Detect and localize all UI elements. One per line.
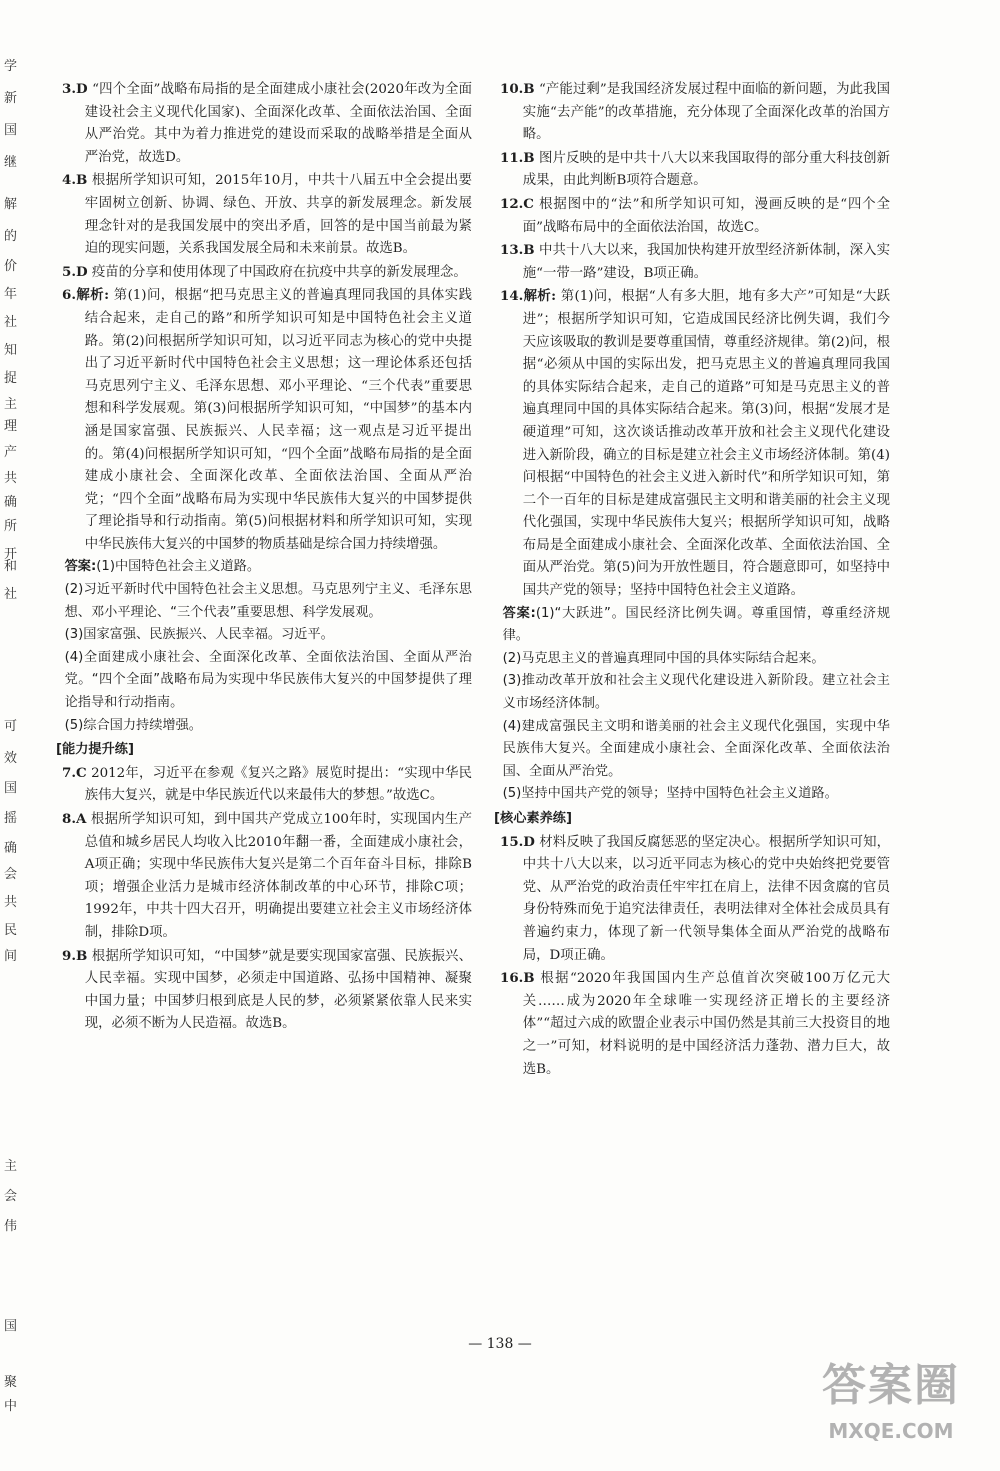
answer-line: (4)建成富强民主文明和谐美丽的社会主义现代化强国，实现中华民族伟大复兴。全面建成小康社会、全面深化改革、全面依法治国、全面从严治党。 (502, 718, 890, 779)
question-item (500, 285, 890, 602)
margin-fragment-char: 所 (4, 519, 18, 534)
margin-fragment-char: 共 (4, 895, 18, 910)
question-item (62, 945, 472, 1036)
left-column (56, 78, 472, 1036)
question-item (62, 762, 472, 808)
section-heading-core: [核心素养练] (494, 811, 572, 826)
question-text: “产能过剩”是我国经济发展过程中面临的新问题，为此我国实施“去产能”的改革措施，充分体现了全面深化改革的治国方略。 (522, 82, 890, 143)
margin-fragment-char: 和 (4, 559, 18, 574)
margin-fragment-char: 可 (4, 719, 18, 734)
question-item (500, 831, 890, 968)
margin-fragment-char: 开 (4, 547, 18, 562)
question-text: 疫苗的分享和使用体现了中国政府在抗疫中共享的新发展理念。 (91, 264, 467, 280)
answer-14 (500, 603, 890, 806)
question-number: 15.D (500, 833, 535, 850)
right-question-list-2 (500, 831, 890, 1082)
question-item (500, 78, 890, 147)
question-item (62, 808, 472, 945)
answer-line: (2)马克思主义的普遍真理同中国的具体实际结合起来。 (502, 650, 825, 666)
margin-fragment-char: 国 (4, 1319, 18, 1334)
margin-fragment-char: 摇 (4, 811, 18, 826)
margin-fragment-char: 主 (4, 1159, 18, 1174)
margin-fragment-char: 年 (4, 287, 18, 302)
question-number: 4.B (62, 172, 88, 189)
margin-fragment-char: 的 (4, 229, 18, 244)
question-item (62, 78, 472, 169)
question-item (500, 147, 890, 193)
answer-label: 答案: (502, 605, 536, 621)
answer-6 (62, 556, 472, 737)
question-text: 材料反映了我国反腐惩恶的坚定决心。根据所学知识可知，中共十八大以来，以习近平同志为核心的党中央始终把党要管党、从严治党的政治责任牢牢扛在肩上，法律不因贪腐的官员身份特殊而免于追究法律责任，表明法律对全体社会成员具有普遍约束力，体现了新一代领导集体全面从严治党的战略布局，D项正确。 (522, 834, 890, 963)
right-column (494, 78, 891, 1081)
question-number: 16.B (500, 970, 535, 987)
question-item (62, 284, 472, 556)
answer-label: 答案: (64, 559, 97, 575)
question-text: “四个全面”战略布局指的是全面建成小康社会(2020年改为全面建设社会主义现代化国家)、全面深化改革、全面依法治国、全面从严治党。其中为着力推进党的建设而采取的战略举措是全面从严治党，故选D。 (84, 82, 472, 165)
question-number: 14.解析: (500, 288, 557, 305)
watermark-sub: MXQE.COM (828, 1419, 954, 1443)
question-item (62, 169, 472, 260)
margin-fragment-char: 社 (4, 587, 18, 602)
margin-fragment-char: 会 (4, 867, 18, 882)
question-text: 第(1)问，根据“把马克思主义的普遍真理同我国的具体实践结合起来，走自己的路”和所学知识可知是中国特色社会主义道路。第(2)问根据所学知识可知，以习近平同志为核心的党中央提出了习近平新时代中国特色社会主义思想；这一理论体系还包括马克思列宁主义、毛泽东思想、邓小平理论、“三个代表”重要思想和科学发展观。第(3)问根据所学知识可知，“中国梦”的基本内涵是国家富强、民族振兴、人民幸福；这一观点是习近平提出的。第(4)问根据所学知识可知，“四个全面”战略布局指的是全面建成小康社会、全面深化改革、全面依法治国、全面从严治党；“四个全面”战略布局为实现中华民族伟大复兴的中国梦提供了理论指导和行动指南。第(5)问根据材料和所学知识可知，实现中华民族伟大复兴的中国梦的物质基础是综合国力持续增强。 (84, 288, 472, 552)
margin-fragment-char: 会 (4, 1189, 18, 1204)
margin-fragment-char: 捉 (4, 371, 18, 386)
question-number: 11.B (500, 149, 535, 166)
margin-fragment-char: 国 (4, 123, 18, 138)
question-number: 10.B (500, 81, 535, 97)
margin-fragment-char: 新 (4, 91, 18, 106)
margin-fragment-char: 理 (4, 419, 18, 434)
answer-line: (1)中国特色社会主义道路。 (96, 559, 261, 575)
page-number: — 138 — (468, 1336, 532, 1352)
question-item (62, 261, 472, 285)
margin-fragment-char: 确 (4, 495, 18, 510)
margin-fragment-char: 知 (4, 343, 18, 358)
watermark-main: 答案圈 (822, 1360, 960, 1411)
question-text: 中共十八大以来，我国加快构建开放型经济新体制，深入实施“一带一路”建设，B项正确。 (522, 243, 890, 281)
question-number: 12.C (500, 195, 534, 212)
question-number: 7.C (62, 764, 87, 781)
margin-fragment-char: 学 (4, 59, 18, 74)
margin-fragment-char: 聚 (4, 1375, 18, 1390)
margin-fragment-char: 社 (4, 315, 18, 330)
question-item (500, 967, 890, 1081)
answer-line: (5)综合国力持续增强。 (64, 717, 202, 733)
question-text: 2012年，习近平在参观《复兴之路》展览时提出：“实现中华民族伟大复兴，就是中华民族近代以来最伟大的梦想。”故选C。 (84, 765, 472, 804)
answer-line: (4)全面建成小康社会、全面深化改革、全面依法治国、全面从严治党。“四个全面”战略布局为实现中华民族伟大复兴的中国梦提供了理论指导和行动指南。 (64, 649, 472, 711)
margin-fragment-char: 间 (4, 949, 18, 964)
question-text: 图片反映的是中共十八大以来我国取得的部分重大科技创新成果，由此判断B项符合题意。 (522, 150, 890, 189)
question-number: 8.A (62, 811, 87, 827)
question-number: 13.B (500, 242, 535, 259)
margin-fragment-char: 解 (4, 197, 18, 212)
question-number: 3.D (62, 81, 88, 97)
answer-line: (2)习近平新时代中国特色社会主义思想。马克思列宁主义、毛泽东思想、邓小平理论、“三个代表”重要思想、科学发展观。 (64, 582, 472, 620)
answer-line: (5)坚持中国共产党的领导；坚持中国特色社会主义道路。 (502, 786, 838, 802)
question-number: 9.B (62, 947, 88, 964)
answer-line: (3)国家富强、民族振兴、人民幸福。习近平。 (64, 627, 334, 643)
question-text: 根据所学知识可知，2015年10月，中共十八届五中全会提出要牢固树立创新、协调、绿色、开放、共享的新发展理念。新发展理念针对的是我国发展中的突出矛盾，回答的是中国当前最为紧迫的现实问题，关系我国发展全局和未来前景。故选B。 (84, 173, 472, 257)
margin-fragment-char: 伟 (4, 1219, 18, 1234)
question-text: 第(1)问，根据“人有多大胆，地有多大产”可知是“大跃进”；根据所学知识可知，它造成国民经济比例失调，我们今天应该吸取的教训是要尊重国情，尊重经济规律。第(2)问，根据“必须从中国的实际出发，把马克思主义的普遍真理同我国的具体实际结合起来，走自己的道路”可知是马克思主义的普遍真理同中国的具体实际结合起来。第(3)问，根据“发展才是硬道理”可知，这次谈话推动改革开放和社会主义现代化建设进入新阶段，确立的目标是建立社会主义市场经济体制。第(4)问根据“中国特色的社会主义进入新时代”和所学知识可知，第二个一百年的目标是建成富强民主文明和谐美丽的社会主义现代化强国，实现中华民族伟大复兴；根据所学知识可知，战略布局是全面建成小康社会、全面深化改革、全面依法治国、全面从严治党。第(5)问为开放性题目，符合题意即可，如坚持中国共产党的领导；坚持中国特色社会主义道路。 (522, 289, 890, 599)
margin-fragment-char: 价 (4, 259, 18, 274)
answer-line: (3)推动改革开放和社会主义现代化建设进入新阶段。建立社会主义市场经济体制。 (502, 673, 890, 712)
margin-fragment-char: 继 (4, 155, 18, 170)
question-text: 根据图中的“法”和所学知识可知，漫画反映的是“四个全面”战略布局中的全面依法治国，故选C。 (522, 196, 890, 235)
question-text: 根据所学知识可知，到中国共产党成立100年时，实现国内生产总值和城乡居民人均收入比2010年翻一番，全面建成小康社会，A项正确；实现中华民族伟大复兴是第二个百年奋斗目标，排除B项；增强企业活力是城市经济体制改革的中心环节，排除C项；1992年，中共十四大召开，明确提出要建立社会主义市场经济体制，排除D项。 (84, 812, 472, 940)
left-margin-fragments (0, 59, 24, 1414)
watermark-logo (796, 1349, 986, 1459)
question-item (500, 193, 890, 239)
margin-fragment-char: 共 (4, 471, 18, 486)
margin-fragment-char: 效 (4, 751, 18, 766)
left-question-list (62, 78, 472, 556)
question-text: 根据“2020年我国国内生产总值首次突破100万亿元大关……成为2020年全球唯一实现经济正增长的主要经济体”“超过六成的欧盟企业表示中国仍然是其前三大投资目的地之一”可知，材料说明的是中国经济活力蓬勃、潜力巨大，故选B。 (522, 971, 890, 1077)
margin-fragment-char: 确 (4, 841, 18, 856)
right-question-list (500, 78, 890, 603)
margin-fragment-char: 产 (4, 445, 18, 460)
margin-fragment-char: 国 (4, 781, 18, 796)
answer-line: (1)“大跃进”。国民经济比例失调。尊重国情，尊重经济规律。 (502, 605, 891, 644)
margin-fragment-char: 主 (4, 397, 18, 412)
question-number: 5.D (62, 263, 88, 280)
question-item (500, 239, 890, 285)
question-number: 6.解析: (62, 287, 110, 304)
left-question-list-2 (62, 762, 472, 1036)
margin-fragment-char: 民 (4, 923, 18, 938)
margin-fragment-char: 中 (4, 1399, 18, 1414)
question-text: 根据所学知识可知，“中国梦”就是要实现国家富强、民族振兴、人民幸福。实现中国梦，必须走中国道路、弘扬中国精神、凝聚中国力量；中国梦归根到底是人民的梦，必须紧紧依靠人民来实现，必须不断为人民造福。故选B。 (84, 948, 472, 1032)
section-heading-ability: [能力提升练] (56, 742, 134, 758)
